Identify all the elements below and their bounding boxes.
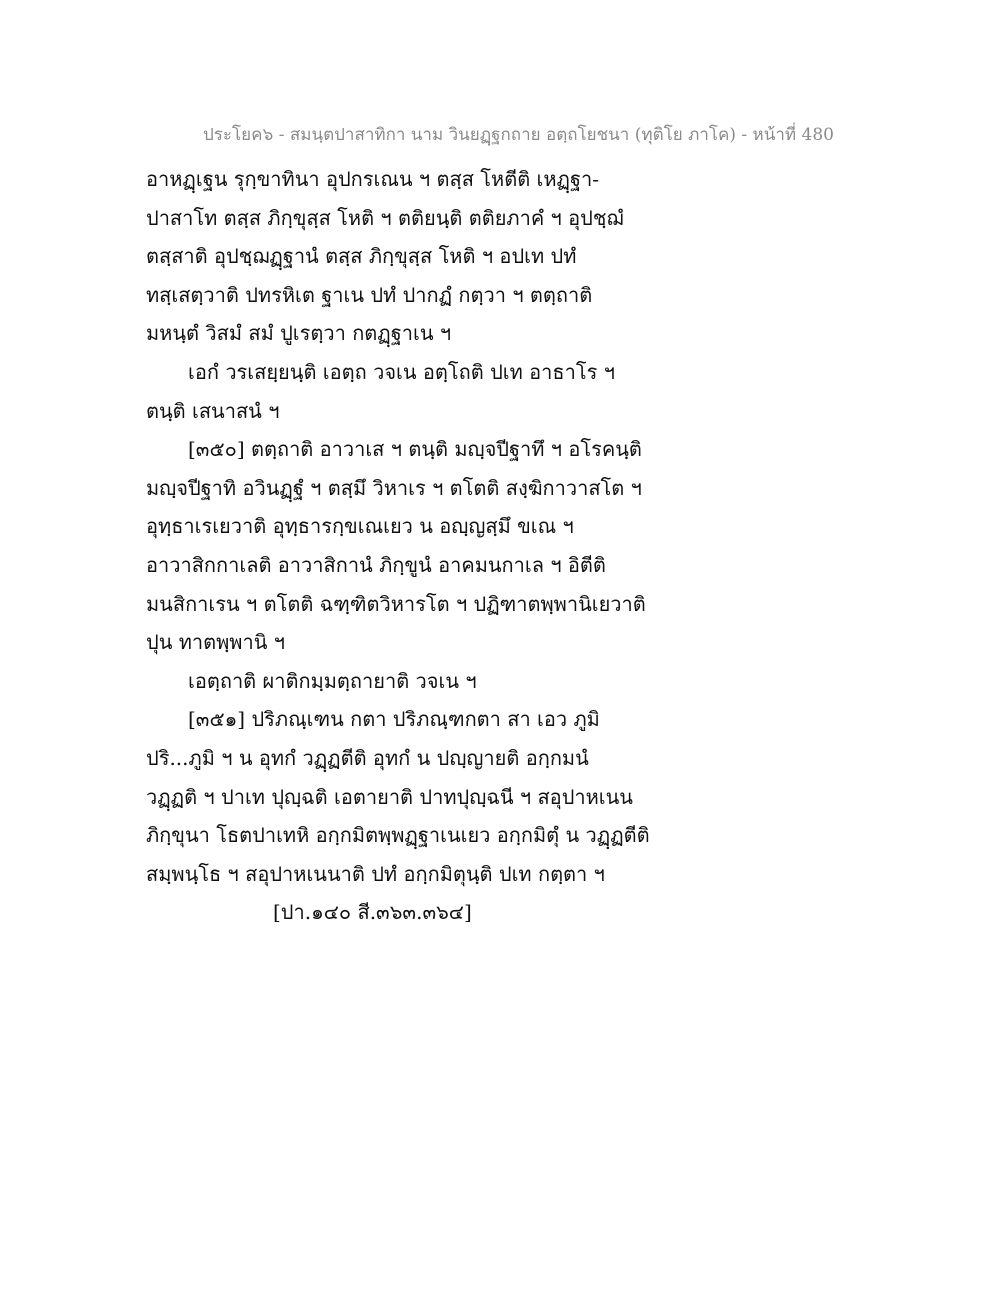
text-line-8: [๓๕๐] ตตฺถาติ อาวาเส ฯ ตนฺติ มญฺจปีฐาทึ ฯ อโรคนฺติ bbox=[188, 437, 642, 462]
text-line-17: วฏฺฏติ ฯ ปาเท ปุญฺฉติ เอตายาติ ปาทปุญฺฉนี ฯ สอุปาหเนน bbox=[146, 784, 633, 809]
text-line-13: ปุน ทาตพฺพานิ ฯ bbox=[146, 630, 285, 655]
text-line-4: ทสฺเสตฺวาติ ปทรหิเต ฐาเน ปทํ ปากฏํ กตฺวา ฯ ตตฺถาติ bbox=[146, 282, 593, 307]
text-line-3: ตสฺสาติ อุปชฺฌฏฺฐานํ ตสฺส ภิกฺขุสฺส โหติ ฯ อปเท ปทํ bbox=[146, 244, 577, 269]
page-reference: [ปา.๑๔๐ สี.๓๖๓.๓๖๔] bbox=[273, 900, 472, 925]
text-line-12: มนสิกาเรน ฯ ตโตติ ฉฑฺฑิตวิหารโต ฯ ปฏิฑาตพฺพานิเยวาติ bbox=[146, 591, 646, 616]
text-line-11: อาวาสิกกาเลติ อาวาสิกานํ ภิกฺขูนํ อาคมนกาเล ฯ อิตีติ bbox=[146, 552, 606, 577]
text-line-15: [๓๕๑] ปริภณฺเฑน กตา ปริภณฺฑกตา สา เอว ภูมิ bbox=[188, 707, 600, 732]
running-header: ประโยค๖ - สมนฺตปาสาทิกา นาม วินยฏฺฐกถาย อตฺถโยชนา (ทุติโย ภาโค) - หน้าที่ 480 bbox=[203, 125, 834, 145]
text-line-19: สมฺพนฺโธ ฯ สอุปาหเนนาติ ปทํ อกฺกมิตุนฺติ ปเท กตฺตา ฯ bbox=[146, 861, 605, 886]
text-line-18: ภิกฺขุนา โธตปาเทหิ อกฺกมิตพฺพฏฺฐาเนเยว อกฺกมิตุํ น วฏฺฏตีติ bbox=[146, 823, 650, 848]
text-line-2: ปาสาโท ตสฺส ภิกฺขุสฺส โหติ ฯ ตติยนฺติ ตติยภาคํ ฯ อุปชฺฌํ bbox=[146, 205, 624, 230]
text-line-1: อาหฏฺเฐน รุกฺขาทินา อุปกรเณน ฯ ตสฺส โหตีติ เหฏฺฐา- bbox=[146, 167, 600, 191]
text-line-9: มญฺจปีฐาทิ อวินฏฺฐํ ฯ ตสฺมึ วิหาเร ฯ ตโตติ สงฺฆิกาวาสโต ฯ bbox=[146, 475, 642, 500]
text-line-10: อุทฺธาเรเยวาติ อุทฺธารกฺขเณเยว น อญฺญสฺมึ ขเณ ฯ bbox=[146, 514, 574, 539]
body-text bbox=[146, 160, 650, 932]
text-line-14: เอตฺถาติ ผาติกมฺมตฺถายาติ วจเน ฯ bbox=[188, 668, 477, 693]
text-line-7: ตนฺติ เสนาสนํ ฯ bbox=[146, 398, 280, 423]
text-line-6: เอกํ วรเสยฺยนฺติ เอตฺถ วจเน อตฺโถติ ปเท อาธาโร ฯ bbox=[188, 359, 615, 384]
text-line-5: มหนฺตํ วิสมํ สมํ ปูเรตฺวา กตฏฺฐาเน ฯ bbox=[146, 321, 452, 346]
text-line-16: ปริ...ภูมิ ฯ น อุทกํ วฏฺฏตีติ อุทกํ น ปญฺญายติ อกฺกมนํ bbox=[146, 745, 589, 770]
